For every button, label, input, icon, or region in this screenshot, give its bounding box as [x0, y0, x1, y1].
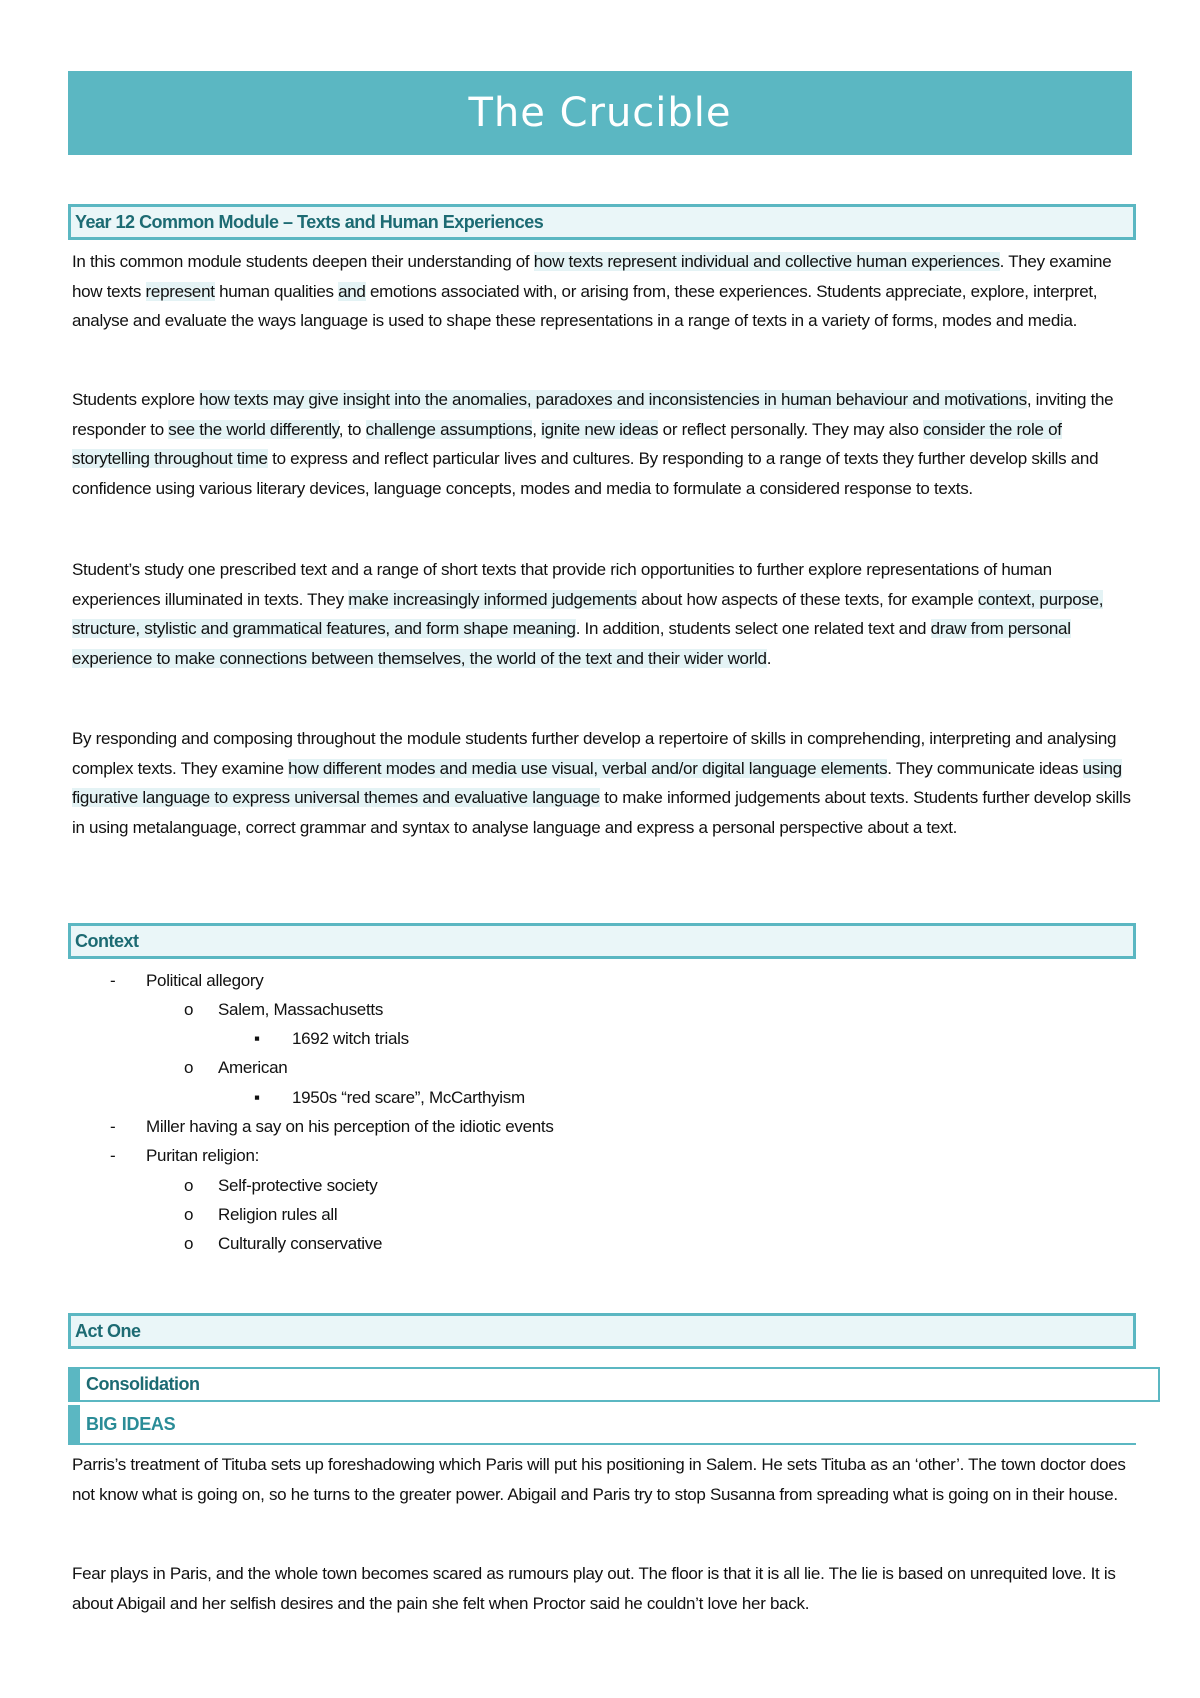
dash-bullet: -: [110, 1146, 116, 1165]
list-item: 1692 witch trials: [292, 1029, 409, 1048]
circle-bullet: o: [184, 1176, 194, 1195]
text-run: human qualities: [214, 281, 339, 301]
circle-bullet: o: [184, 1058, 194, 1077]
highlight-run: context, purpose, structure, stylistic and grammatical features, and form shape meaning: [72, 589, 1104, 638]
list-item: American: [218, 1058, 288, 1077]
text-run: to make informed judgements about texts. Students further develop skills in using metalanguage, correct grammar and syntax to analyse language and express a personal perspective about a text.: [72, 788, 1131, 837]
big-ideas-heading-box: [68, 1405, 1136, 1445]
text-run: about how aspects of these texts, for example: [636, 589, 978, 609]
highlight-run: and: [338, 281, 366, 301]
list-item: Self-protective society: [218, 1176, 378, 1195]
list-item: Miller having a say on his perception of the idiotic events: [146, 1117, 554, 1136]
square-bullet: ▪: [254, 1029, 261, 1048]
list-item: Political allegory: [146, 971, 264, 990]
highlight-run: make increasingly informed judgements: [348, 589, 637, 609]
highlight-run: how texts may give insight into the anomalies, paradoxes and inconsistencies in human behaviour and motivations: [199, 390, 1027, 409]
act-one-paragraph-1: Parris’s treatment of Tituba sets up foreshadowing which Paris will put his positioning in Salem. He sets Tituba as an ‘other’. The town doctor does not know what is going on, so he turns to the greater power. Abigail and Paris try to stop Susanna from spreading what is going on in their house.: [72, 1455, 1126, 1504]
text-run: Student’s study one prescribed text and a range of short texts that provide rich opportunities to further explore representations of human experiences illuminated in texts. They: [72, 560, 1052, 609]
highlight-run: how texts represent individual and collective human experiences: [533, 252, 1000, 271]
highlight-run: how different modes and media use visual, verbal and/or digital language elements: [288, 758, 888, 778]
highlight-run: consider the role of storytelling throughout time: [72, 419, 1062, 468]
text-run: to express and reflect particular lives and cultures. By responding to a range of texts they further develop skills and confidence using various literary devices, language concepts, modes and media to formulate a considered response to texts.: [72, 449, 1099, 498]
consolidation-heading-box: [68, 1367, 1160, 1402]
context-heading-box: [68, 923, 1136, 959]
text-run: . In addition, students select one related text and: [575, 619, 931, 638]
list-item: Salem, Massachusetts: [218, 1000, 384, 1019]
list-item: 1950s “red scare”, McCarthyism: [292, 1088, 525, 1107]
text-run: or reflect personally. They may also: [658, 419, 924, 439]
text-run: In this common module students deepen their understanding of: [72, 252, 534, 271]
text-run: .: [766, 648, 772, 668]
act-one-heading: Act One: [75, 1320, 141, 1341]
highlight-run: using figurative language to express universal themes and evaluative language: [72, 758, 1122, 807]
circle-bullet: o: [184, 1000, 194, 1019]
act-one-paragraph-2: Fear plays in Paris, and the whole town becomes scared as rumours play out. The floor is that it is all lie. The lie is based on unrequited love. It is about Abigail and her selfish desires and the pain she felt when Proctor said he couldn’t love her back.: [72, 1564, 1116, 1613]
module-paragraph-2: [72, 385, 1132, 503]
context-heading: Context: [75, 930, 139, 951]
highlight-run: see the world differently: [168, 419, 339, 439]
highlight-run: represent: [145, 281, 215, 301]
square-bullet: ▪: [254, 1088, 261, 1107]
list-item: Culturally conservative: [218, 1234, 383, 1253]
text-run: ,: [532, 419, 542, 439]
text-run: , inviting the responder to: [72, 390, 1114, 439]
title-banner: [68, 71, 1132, 155]
text-run: . They communicate ideas: [887, 758, 1083, 778]
document-title: The Crucible: [468, 90, 732, 136]
dash-bullet: -: [110, 1117, 116, 1136]
circle-bullet: o: [184, 1205, 194, 1224]
consolidation-heading: Consolidation: [86, 1374, 200, 1394]
list-item: Puritan religion:: [146, 1146, 260, 1165]
highlight-run: challenge assumptions: [365, 419, 533, 439]
list-item: Religion rules all: [218, 1205, 338, 1224]
circle-bullet: o: [184, 1234, 194, 1253]
text-run: By responding and composing throughout the module students further develop a repertoire of skills in comprehending, interpreting and analysing complex texts. They examine: [72, 729, 1117, 778]
module-paragraph-4: [72, 724, 1132, 842]
big-ideas-heading: BIG IDEAS: [86, 1414, 176, 1434]
module-paragraph-1: [72, 247, 1132, 336]
text-run: , to: [338, 419, 366, 439]
module-heading: Year 12 Common Module – Texts and Human Experiences: [75, 211, 544, 232]
module-paragraph-3: [72, 555, 1132, 673]
module-heading-box: [68, 204, 1136, 240]
highlight-run: ignite new ideas: [541, 419, 659, 439]
act-one-heading-box: [68, 1313, 1136, 1349]
text-run: Students explore: [72, 390, 200, 409]
dash-bullet: -: [110, 971, 116, 990]
text-run: emotions associated with, or arising from, these experiences. Students appreciate, explore, interpret, analyse and evaluate the ways language is used to shape these representations in a range of texts in a variety of forms, modes and media.: [72, 281, 1098, 330]
text-run: . They examine how texts: [72, 252, 1112, 301]
highlight-run: draw from personal experience to make connections between themselves, the world of the text and their wider world: [72, 619, 1071, 668]
big-ideas-accent-bar: [68, 1405, 80, 1443]
